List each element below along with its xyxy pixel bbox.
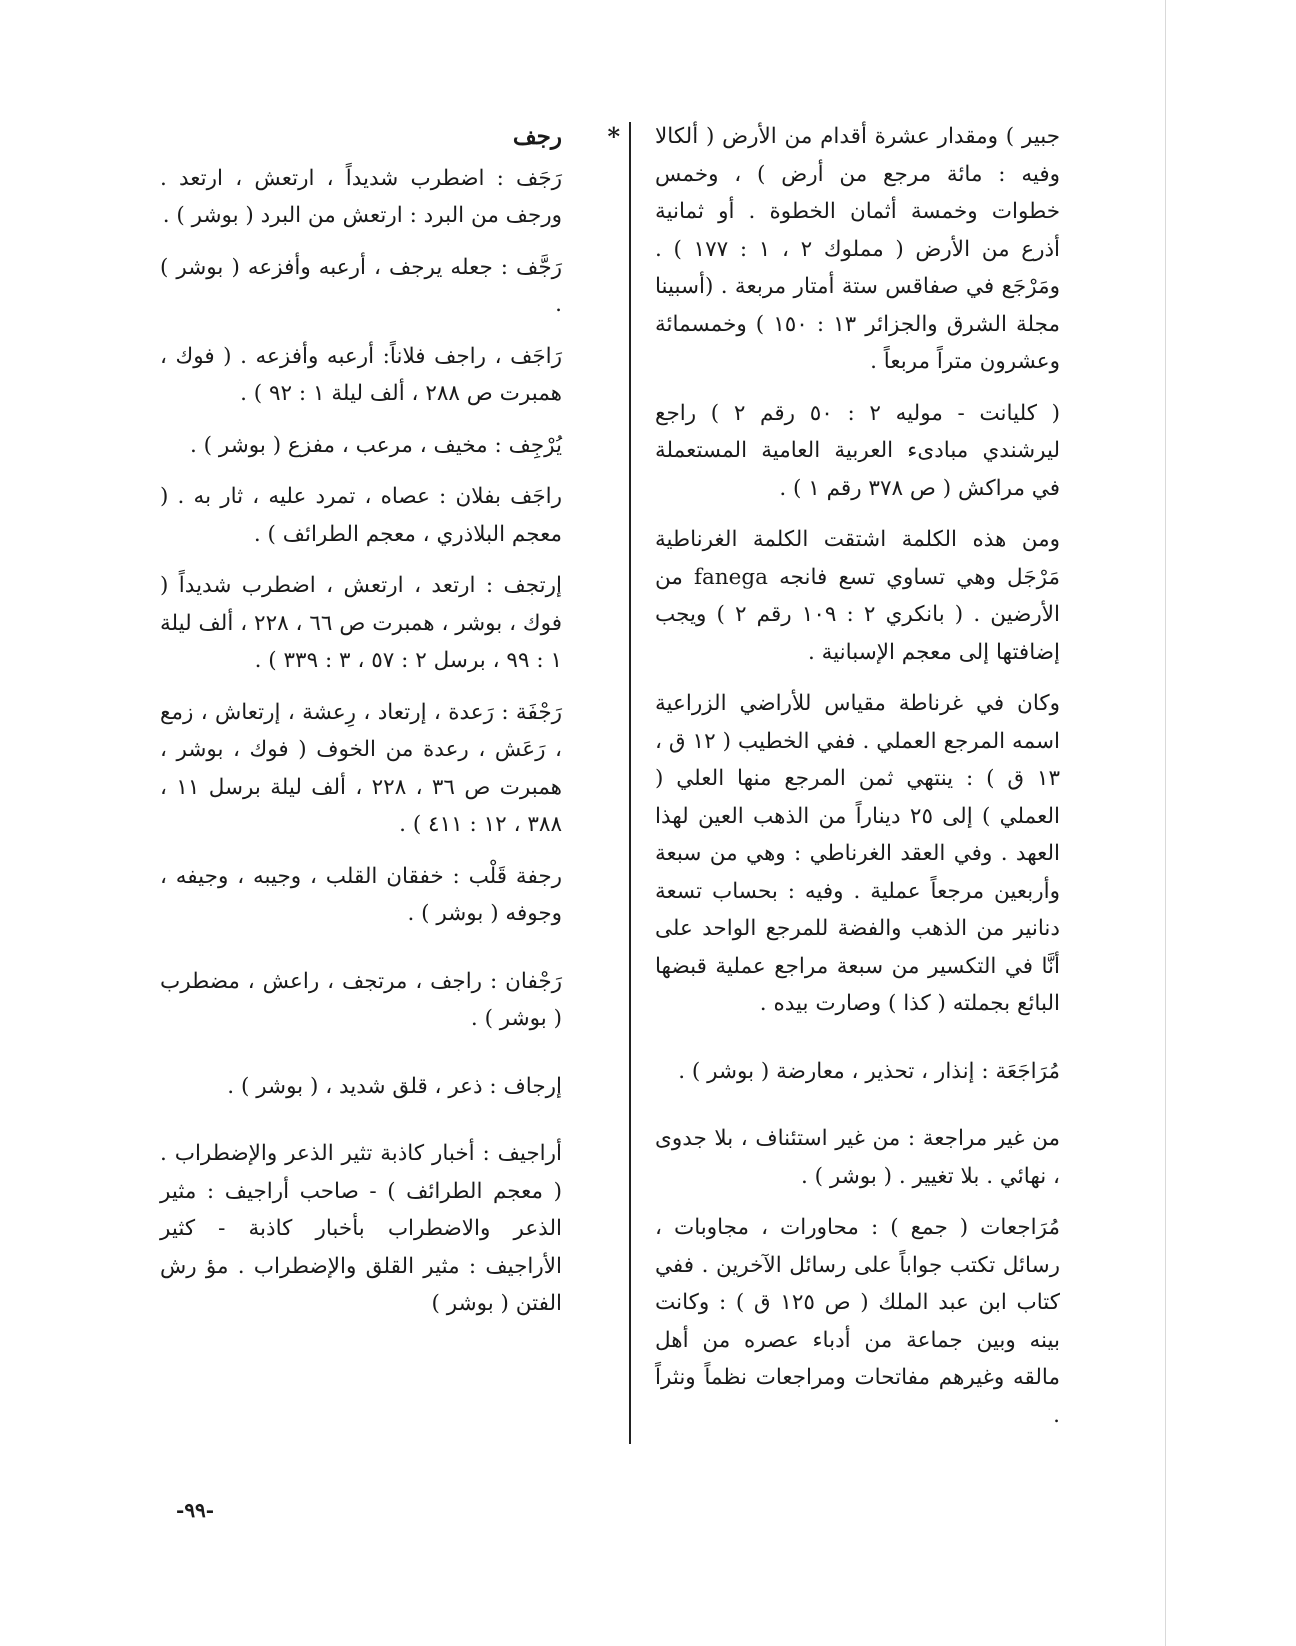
heading-star-marker: * [607,122,620,151]
page-edge-line [1165,0,1166,1646]
left-entry-7: رَجْفَة : رَعدة ، إرتعاد ، رِعشة ، إرتعاش ، زمع ، رَعَش ، رعدة من الخوف ( فوك ، بوشر ، همبرت ص ٣٦ ، ٢٢٨ ، ألف ليلة برسل ١١ ، ٣٨٨ ، ١٢ : ٤١١ ) . [160,699,563,837]
column-divider [629,122,631,1444]
right-paragraph-6: من غير مراجعة : من غير استئناف ، بلا جدوى ، نهائي . بلا تغيير . ( بوشر ) . [655,1126,1060,1189]
left-entry-4: يُرْجِف : مخيف ، مرعب ، مفزع ( بوشر ) . [190,432,562,458]
left-entry-3: رَاجَف ، راجف فلاناً: أرعبه وأفزعه . ( فوك ، همبرت ص ٢٨٨ ، ألف ليلة ١ : ٩٢ ) . [160,343,562,406]
left-entry-11: أراجيف : أخبار كاذبة تثير الذعر والإضطراب . ( معجم الطرائف ) - صاحب أراجيف : مثير الذعر والاضطراب بأخبار كاذبة - كثير الأراجيف : مثير القلق والإضطراب . مؤ رش الفتن ( بوشر ) [160,1141,562,1316]
left-entry-5: راجَف بفلان : عصاه ، تمرد عليه ، ثار به . ( معجم البلاذري ، معجم الطرائف ) . [160,484,562,547]
left-entry-8: رجفة قَلْب : خفقان القلب ، وجيبه ، وجيفه ، وجوفه ( بوشر ) . [160,863,562,926]
right-paragraph-5: مُرَاجَعَة : إنذار ، تحذير ، معارضة ( بوشر ) . [678,1058,1060,1084]
left-entry-9: رَجْفان : راجف ، مرتجف ، راعش ، مضطرب ( بوشر ) . [160,968,562,1031]
right-paragraph-3: ومن هذه الكلمة اشتقت الكلمة الغرناطية مَرْجَل وهي تساوي تسع فانجه fanega من الأرضين . ( بانكري ٢ : ١٠٩ رقم ٢ ) ويجب إضافتها إلى معجم الإسبانية . [655,527,1061,665]
right-paragraph-2: ( كليانت - موليه ٢ : ٥٠ رقم ٢ ) راجع ليرشندي مبادىء العربية العامية المستعملة في مراكش ( ص ٣٧٨ رقم ١ ) . [655,400,1060,501]
left-entry-2: رَجَّف : جعله يرجف ، أرعبه وأفزعه ( بوشر ) . [160,254,562,317]
heading-root-word: رجف [512,123,562,150]
left-column [160,118,620,1337]
right-paragraph-4: وكان في غرناطة مقياس للأراضي الزراعية اسمه المرجع العملي . ففي الخطيب ( ١٢ ق ، ١٣ ق ) : ينتهي ثمن المرجع منها العلي ( العملي ) إلى ٢٥ ديناراً من الذهب العين لهذا العهد . وفي العقد الغرناطي : وهي من سبعة وأربعين مرجعاً عملية . وفيه : بحساب تسعة دنانير من الذهب والفضة للمرجع الواحد على أنَّا في التكسير من سبعة مراجع عملية قبضها البائع بجملته ( كذا ) وصارت بيده . [655,691,1060,1016]
left-entry-10: إرجاف : ذعر ، قلق شديد ، ( بوشر ) . [227,1073,562,1099]
right-paragraph-1: جبير ) ومقدار عشرة أقدام من الأرض ( ألكالا وفيه : مائة مرجع من أرض ) ، وخمس خطوات وخمسة أثمان الخطوة . أو ثمانية أذرع من الأرض ( مملوك ٢ ، ١ : ١٧٧ ) . ومَرْجَع في صفاقس ستة أمتار مربعة . (أسبينا مجلة الشرق والجزائر ١٣ : ١٥٠ ) وخمسمائة وعشرون متراً مربعاً . [655,124,1061,374]
right-column [655,118,1060,1448]
page-number: -٩٩- [176,1498,215,1522]
right-paragraph-7: مُرَاجعات ( جمع ) : محاورات ، مجاوبات ، رسائل تكتب جواباً على رسائل الآخرين . ففي كتاب ابن عبد الملك ( ص ١٢٥ ق ) : وكانت بينه وبين جماعة من أدباء عصره من أهل مالقه وغيرهم مفاتحات ومراجعات نظماً ونثراً . [655,1215,1060,1428]
left-entry-1: رَجَف : اضطرب شديداً ، ارتعش ، ارتعد . ورجف من البرد : ارتعش من البرد ( بوشر ) . [160,165,562,228]
left-entry-6: إرتجف : ارتعد ، ارتعش ، اضطرب شديداً ( فوك ، بوشر ، همبرت ص ٦٦ ، ٢٢٨ ، ألف ليلة ١ : ٩٩ ، برسل ٢ : ٥٧ ، ٣ : ٣٣٩ ) . [160,573,563,673]
entry-heading [160,118,620,156]
